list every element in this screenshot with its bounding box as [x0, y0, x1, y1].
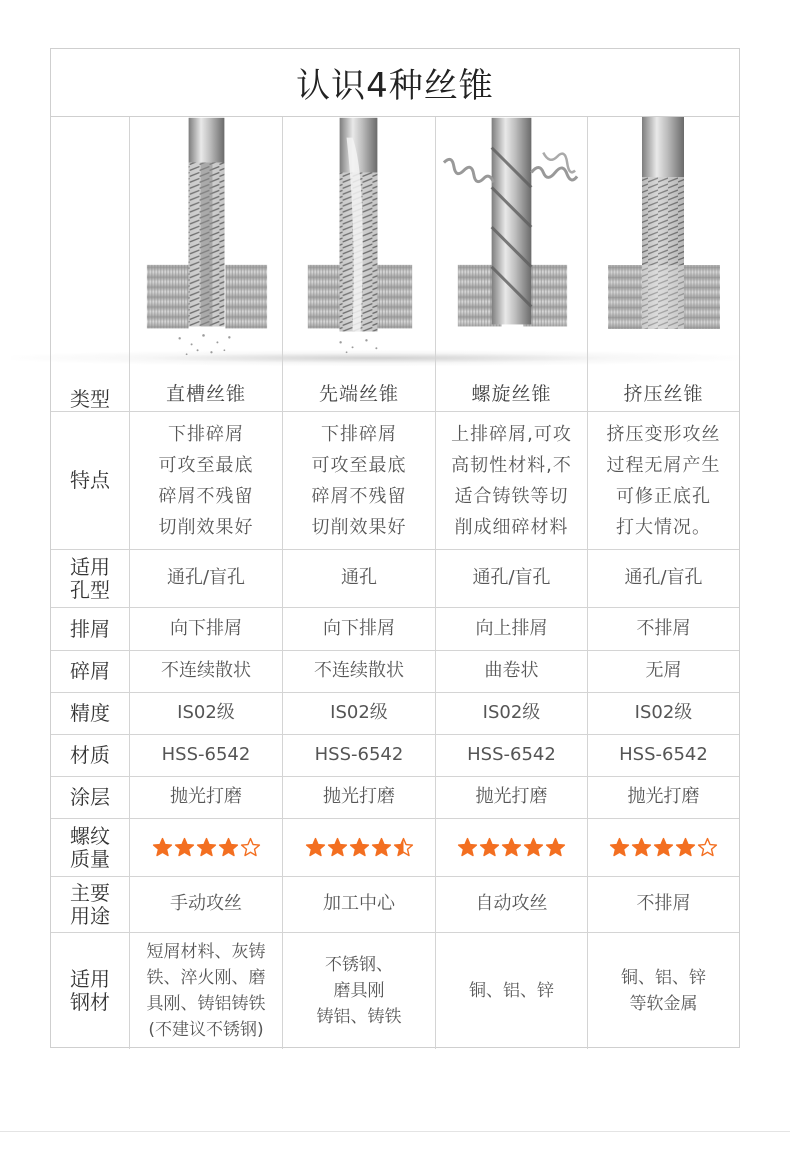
tap-column — [436, 117, 588, 411]
rating-cell — [130, 819, 283, 876]
tap-name: 直槽丝锥 — [165, 383, 246, 406]
table-cell: HSS-6542 — [130, 735, 283, 776]
star-half-icon — [393, 837, 414, 858]
table-row-features — [51, 412, 739, 550]
tap-name: 挤压丝锥 — [623, 383, 704, 406]
row-label: 碎屑 — [51, 651, 130, 692]
table-cell: 抛光打磨 — [436, 777, 588, 818]
star-rating — [457, 837, 566, 858]
page-divider — [0, 1131, 790, 1132]
row-label: 适用 钢材 — [51, 933, 130, 1049]
star-full-icon — [457, 837, 478, 858]
tap-name: 螺旋丝锥 — [471, 383, 552, 406]
table-cell: 不锈钢、 磨具刚 铸铝、铸铁 — [283, 933, 436, 1049]
star-full-icon — [631, 837, 652, 858]
star-full-icon — [545, 837, 566, 858]
tap-column — [588, 117, 739, 411]
star-full-icon — [609, 837, 630, 858]
star-full-icon — [653, 837, 674, 858]
table-cell: HSS-6542 — [283, 735, 436, 776]
table-cell: 不排屑 — [636, 893, 691, 915]
star-full-icon — [501, 837, 522, 858]
tap-name: 先端丝锥 — [318, 383, 399, 406]
star-empty-icon — [240, 837, 261, 858]
table-cell: 不连续散状 — [283, 651, 436, 692]
rating-cell — [588, 819, 739, 876]
table-cell: 下排碎屑 可攻至最底 碎屑不残留 切削效果好 — [283, 412, 436, 549]
table-cell: 不排屑 — [636, 617, 691, 639]
table-cell: 铜、铝、锌 — [436, 933, 588, 1049]
table-cell: 曲卷状 — [436, 651, 588, 692]
forming-tap-icon — [588, 117, 739, 367]
table-cell: 抛光打磨 — [283, 777, 436, 818]
table-cell: 加工中心 — [283, 877, 436, 932]
table-cell: HSS-6542 — [619, 744, 708, 766]
table-cell: 通孔/盲孔 — [624, 567, 703, 589]
table-cell: 抛光打磨 — [627, 786, 700, 808]
spiral-flute-tap-icon — [436, 117, 587, 367]
table-row-thread-quality — [51, 819, 739, 877]
table-row-coating — [51, 777, 739, 819]
table-row-material — [51, 735, 739, 777]
star-full-icon — [479, 837, 500, 858]
table-cell: IS02级 — [283, 693, 436, 734]
table-cell: 向下排屑 — [283, 608, 436, 650]
table-cell: 向上排屑 — [436, 608, 588, 650]
table-cell: 自动攻丝 — [436, 877, 588, 932]
tap-column — [130, 117, 283, 411]
row-label: 主要 用途 — [51, 877, 130, 932]
row-label: 螺纹 质量 — [51, 819, 130, 876]
tap-column — [283, 117, 436, 411]
star-full-icon — [523, 837, 544, 858]
row-label: 适用 孔型 — [51, 550, 130, 607]
star-empty-icon — [697, 837, 718, 858]
star-full-icon — [218, 837, 239, 858]
table-row-chip-removal — [51, 608, 739, 651]
table-row-usage — [51, 877, 739, 933]
star-full-icon — [305, 837, 326, 858]
table-cell: 上排碎屑,可攻 高韧性材料,不 适合铸铁等切 削成细碎材料 — [436, 412, 588, 549]
star-full-icon — [327, 837, 348, 858]
table-cell: HSS-6542 — [436, 735, 588, 776]
comparison-table — [50, 48, 740, 1048]
table-cell: 挤压变形攻丝 过程无屑产生 可修正底孔 打大情况。 — [606, 423, 721, 538]
table-cell: 抛光打磨 — [130, 777, 283, 818]
table-cell: 向下排屑 — [130, 608, 283, 650]
row-label: 精度 — [51, 693, 130, 734]
table-cell: 通孔/盲孔 — [436, 550, 588, 607]
table-cell: 通孔 — [283, 550, 436, 607]
table-title: 认识4种丝锥 — [51, 49, 739, 117]
table-cell: 不连续散状 — [130, 651, 283, 692]
table-cell: 手动攻丝 — [130, 877, 283, 932]
table-cell: 无屑 — [645, 660, 682, 682]
table-cell: 短屑材料、灰铸 铁、淬火刚、磨 具刚、铸铝铸铁 (不建议不锈钢) — [130, 933, 283, 1049]
rating-cell — [436, 819, 588, 876]
row-label: 类型 — [51, 117, 130, 411]
star-full-icon — [152, 837, 173, 858]
table-row-precision — [51, 693, 739, 735]
row-label: 涂层 — [51, 777, 130, 818]
straight-flute-tap-icon — [130, 117, 282, 367]
star-full-icon — [349, 837, 370, 858]
table-cell: IS02级 — [130, 693, 283, 734]
row-label: 特点 — [51, 412, 130, 549]
spiral-point-tap-icon — [283, 117, 435, 367]
star-rating — [152, 837, 261, 858]
star-full-icon — [675, 837, 696, 858]
row-label: 材质 — [51, 735, 130, 776]
table-row-hole-type — [51, 550, 739, 608]
star-rating — [609, 837, 718, 858]
table-cell: 通孔/盲孔 — [130, 550, 283, 607]
table-row-chips — [51, 651, 739, 693]
rating-cell — [283, 819, 436, 876]
star-full-icon — [371, 837, 392, 858]
row-label: 排屑 — [51, 608, 130, 650]
table-cell: 下排碎屑 可攻至最底 碎屑不残留 切削效果好 — [130, 412, 283, 549]
table-cell: 铜、铝、锌 等软金属 — [621, 968, 706, 1014]
star-full-icon — [196, 837, 217, 858]
table-cell: IS02级 — [436, 693, 588, 734]
table-row-type — [51, 117, 739, 412]
star-rating — [305, 837, 414, 858]
table-row-steel — [51, 933, 739, 1049]
table-cell: IS02级 — [634, 702, 693, 724]
star-full-icon — [174, 837, 195, 858]
